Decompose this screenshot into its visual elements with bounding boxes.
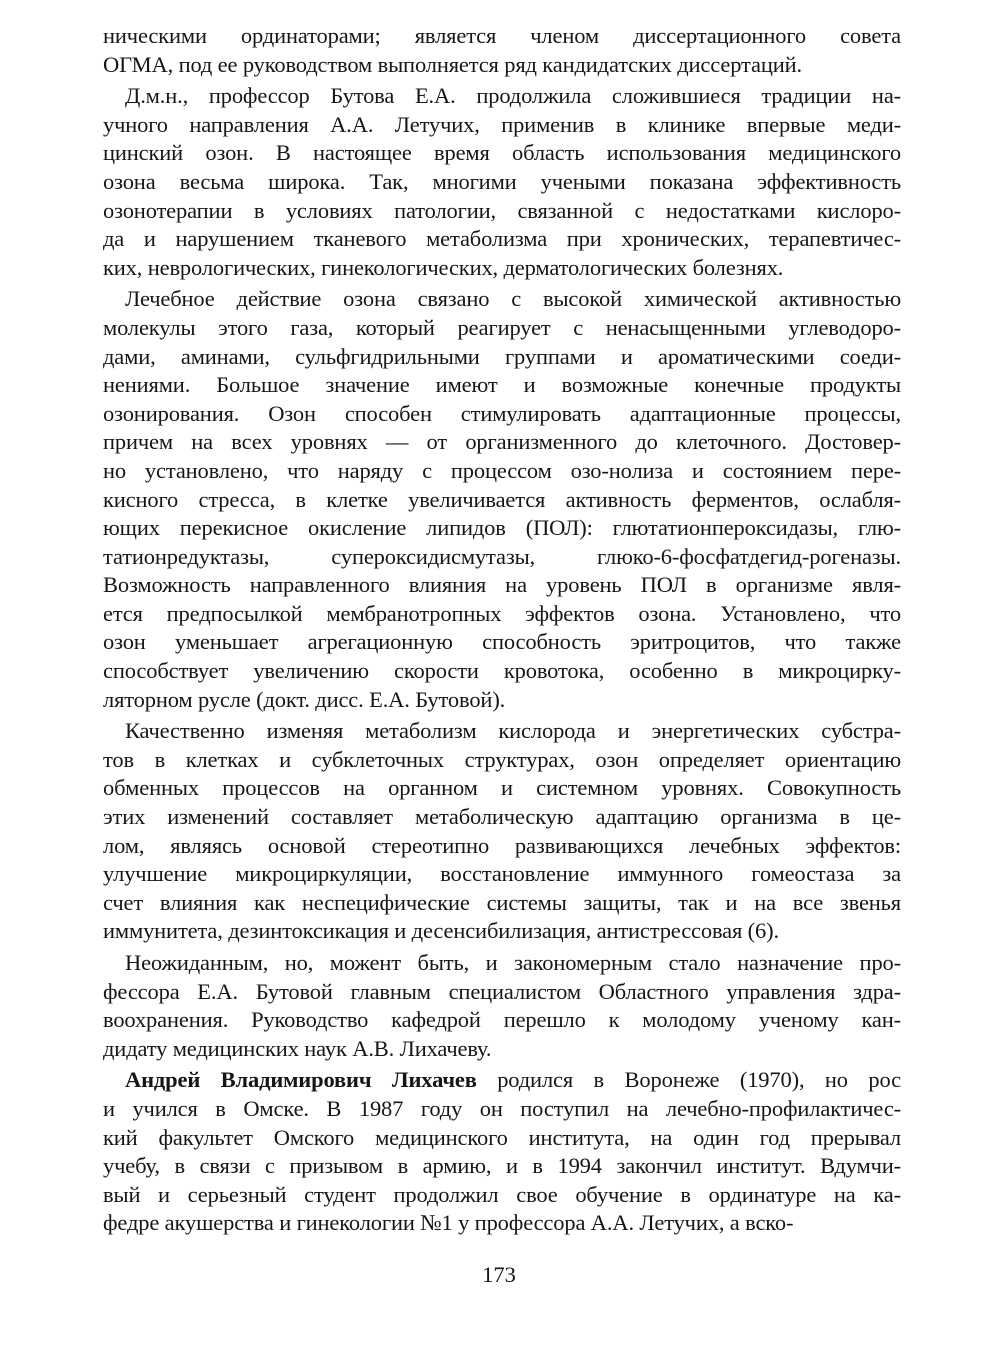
text-line: этих изменений составляет метаболическую адаптацию организма в це- xyxy=(103,804,901,830)
text-line: федре акушерства и гинекологии №1 у профессора А.А. Летучих, а вско- xyxy=(103,1210,794,1236)
text-line: кисного стресса, в клетке увеличивается активность ферментов, ослабля- xyxy=(103,486,901,512)
text-line: вый и серьезный студент продолжил свое обучение в ординатуре на ка- xyxy=(103,1181,901,1207)
text-line: обменных процессов на органном и системном уровнях. Совокупность xyxy=(103,775,901,801)
text-line: ническими ординаторами; является членом диссертационного совета xyxy=(103,23,901,48)
text-line: ких, неврологических, гинекологических, дерматологических болезнях. xyxy=(103,254,784,280)
text-line: озон уменьшает агрегационную способность эритроцитов, что также xyxy=(103,629,901,655)
text-line: молекулы этого газа, который реагирует с ненасыщенными углеводоро- xyxy=(103,314,901,340)
text-line: учебу, в связи с призывом в армию, и в 1994 закончил институт. Вдумчи- xyxy=(103,1153,901,1179)
text-run: родился в Воронеже (1970), но рос xyxy=(476,1067,902,1093)
text-line: способствует увеличению скорости кровотока, особенно в микроцирку- xyxy=(103,658,901,684)
text-line: воохранения. Руководство кафедрой перешло к молодому ученому кан- xyxy=(103,1007,901,1033)
text-line: Возможность направленного влияния на уровень ПОЛ в организме явля- xyxy=(103,572,901,598)
text-line: ющих перекисное окисление липидов (ПОЛ): глютатионпероксидазы, глю- xyxy=(103,515,901,541)
text-line: Лечебное действие озона связано с высокой химической активностью xyxy=(125,286,901,312)
paragraph-p2 xyxy=(103,82,901,282)
person-name: Андрей Владимирович Лихачев xyxy=(125,1067,477,1093)
text-line: учного направления А.А. Летучих, применив в клинике впервые меди- xyxy=(103,111,901,137)
text-line: озонирования. Озон способен стимулировать адаптационные процессы, xyxy=(103,400,901,426)
text-line: и учился в Омске. В 1987 году он поступил на лечебно-профилактичес- xyxy=(103,1095,901,1121)
text-line: причем на всех уровнях — от организменного до клеточного. Достовер- xyxy=(103,429,901,455)
text-line: дами, аминами, сульфгидрильными группами и ароматическими соеди- xyxy=(103,343,901,369)
text-line xyxy=(103,1066,901,1095)
text-line: ется предпосылкой мембранотропных эффектов озона. Установлено, что xyxy=(103,600,901,626)
paragraph-p3 xyxy=(103,285,901,714)
text-line: иммунитета, дезинтоксикация и десенсибилизация, антистрессовая (6). xyxy=(103,918,779,944)
text-line: ляторном русле (докт. дисс. Е.А. Бутовой). xyxy=(103,686,506,712)
body-text xyxy=(103,22,901,1238)
text-line: озона весьма широка. Так, многими учеными показана эффективность xyxy=(103,168,901,194)
paragraph-p4 xyxy=(103,717,901,946)
text-line: тов в клетках и субклеточных структурах, озон определяет ориентацию xyxy=(103,746,901,772)
page-number: 173 xyxy=(482,1262,516,1287)
text-line: Д.м.н., профессор Бутова Е.А. продолжила сложившиеся традиции на- xyxy=(125,83,901,109)
text-line: да и нарушением тканевого метаболизма при хронических, терапевтичес- xyxy=(103,226,901,252)
text-line: Неожиданным, но, можент быть, и закономерным стало назначение про- xyxy=(125,950,901,975)
text-line: татионредуктазы, супероксидисмутазы, глюко-6-фосфатдегид-рогеназы. xyxy=(103,543,901,569)
text-line: дидату медицинских наук А.В. Лихачеву. xyxy=(103,1035,492,1061)
text-line: озонотерапии в условиях патологии, связанной с недостатками кислоро- xyxy=(103,197,901,223)
text-line: улучшение микроциркуляции, восстановление иммунного гомеостаза за xyxy=(103,861,901,887)
text-line: счет влияния как неспецифические системы защиты, так и на все звенья xyxy=(103,889,901,915)
text-line: ОГМА, под ее руководством выполняется ряд кандидатских диссертаций. xyxy=(103,51,802,77)
paragraph-p1 xyxy=(103,22,901,79)
text-line: Качественно изменяя метаболизм кислорода и энергетических субстра- xyxy=(125,718,901,744)
paragraph-p5 xyxy=(103,949,901,1063)
text-line: цинский озон. В настоящее время область использования медицинского xyxy=(103,140,901,166)
paragraph-p6 xyxy=(103,1066,901,1238)
text-line: но установлено, что наряду с процессом озо-нолиза и состоянием пере- xyxy=(103,457,901,483)
text-line: лом, являясь основой стереотипно развивающихся лечебных эффектов: xyxy=(103,832,901,858)
text-line: кий факультет Омского медицинского института, на один год прерывал xyxy=(103,1124,901,1150)
text-line: нениями. Большое значение имеют и возможные конечные продукты xyxy=(103,372,901,398)
text-line: фессора Е.А. Бутовой главным специалистом Областного управления здра- xyxy=(103,978,901,1004)
